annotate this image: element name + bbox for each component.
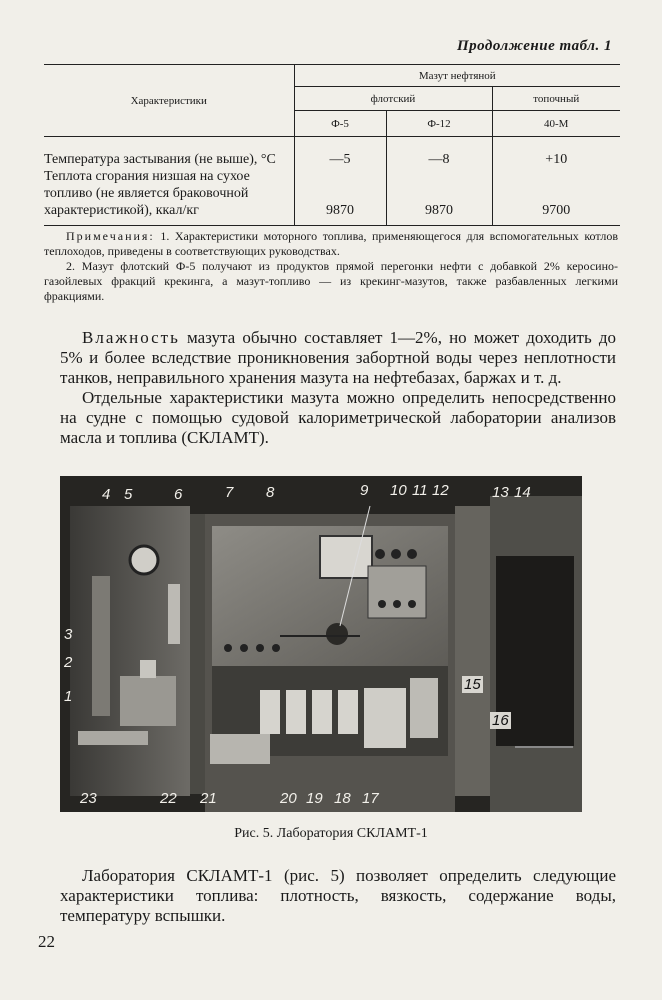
cell-value: —5 (294, 137, 386, 169)
cell-value: 9700 (492, 168, 620, 226)
body-paragraphs (60, 328, 616, 448)
cell-value: +10 (492, 137, 620, 169)
cell-value: —8 (386, 137, 492, 169)
callout-label: 13 (492, 484, 509, 501)
figure-caption: Рис. 5. Лаборатория СКЛАМТ-1 (234, 826, 428, 841)
callout-label: 18 (334, 790, 351, 807)
callout-label: 12 (432, 482, 449, 499)
body-paragraph-3 (60, 866, 616, 926)
callout-label: 3 (64, 626, 73, 643)
callout-label: 6 (174, 486, 183, 503)
paragraph-1: мазута обычно составляет 1—2%, но может доходить до 5% и более вследствие проникновения забортной воды через неплотности танков, неправильного хранения мазута на нефтебазах, баржах и т. д. (60, 328, 616, 387)
emphasized-term: Влажность (82, 328, 180, 347)
callout-label: 21 (200, 790, 217, 807)
paragraph-3: Лаборатория СКЛАМТ-1 (рис. 5) позволяет определить следующие характеристики топлива: плотность, вязкость, содержание воды, температуру вспышки. (60, 866, 616, 925)
note-2: 2. Мазут флотский Ф-5 получают из продуктов прямой перегонки нефти с добавкой 2% керосино-газойлевых фракций крекинга, а мазут-топливо — из крекинг-мазутов, также разбавленных легкими фракциями. (44, 259, 618, 303)
callout-label: 16 (492, 712, 509, 729)
cell-value: 9870 (294, 168, 386, 226)
header-grade: 40-М (492, 111, 620, 137)
callout-label: 2 (64, 654, 73, 671)
callout-label: 5 (124, 486, 133, 503)
row-label: Температура застывания (не выше), °С (44, 152, 276, 167)
callout-label: 7 (225, 484, 234, 501)
page-number: 22 (38, 932, 55, 951)
callout-label: 23 (80, 790, 97, 807)
callout-label: 19 (306, 790, 323, 807)
header-flot: флотский (294, 87, 492, 111)
header-characteristics: Характеристики (44, 65, 294, 137)
callout-label: 11 (412, 482, 428, 499)
table-row (44, 137, 620, 169)
header-grade: Ф-5 (294, 111, 386, 137)
callout-label: 14 (514, 484, 531, 501)
row-label: Теплота сгорания низшая на сухое топливо (не является браковочной характеристикой), ккал/кг (44, 168, 294, 226)
callout-label: 8 (266, 484, 275, 501)
table-continuation-title: Продолжение табл. 1 (456, 38, 612, 54)
fuel-oil-specs-table (44, 64, 620, 226)
callout-label: 4 (102, 486, 111, 503)
callout-label: 10 (390, 482, 407, 499)
table-notes (44, 229, 618, 304)
callout-label: 20 (280, 790, 297, 807)
notes-heading: Примечания: (66, 229, 155, 243)
table-row (44, 168, 620, 226)
header-grade: Ф-12 (386, 111, 492, 137)
laboratory-photo (60, 476, 582, 812)
callout-label: 15 (464, 676, 481, 693)
paragraph-2: Отдельные характеристики мазута можно определить непосредственно на судне с помощью судовой калориметрической лаборатории анализов масла и топлива (СКЛАМТ). (60, 388, 616, 447)
header-top: топочный (492, 87, 620, 111)
header-group: Мазут нефтяной (294, 65, 620, 87)
cell-value: 9870 (386, 168, 492, 226)
callout-label: 22 (160, 790, 177, 807)
callout-label: 1 (64, 688, 73, 705)
note-1: 1. Характеристики моторного топлива, применяющегося для вспомогательных котлов теплоходов, приведены в соответствующих руководствах. (44, 229, 618, 258)
callout-label: 9 (360, 482, 369, 499)
callout-label: 17 (362, 790, 379, 807)
